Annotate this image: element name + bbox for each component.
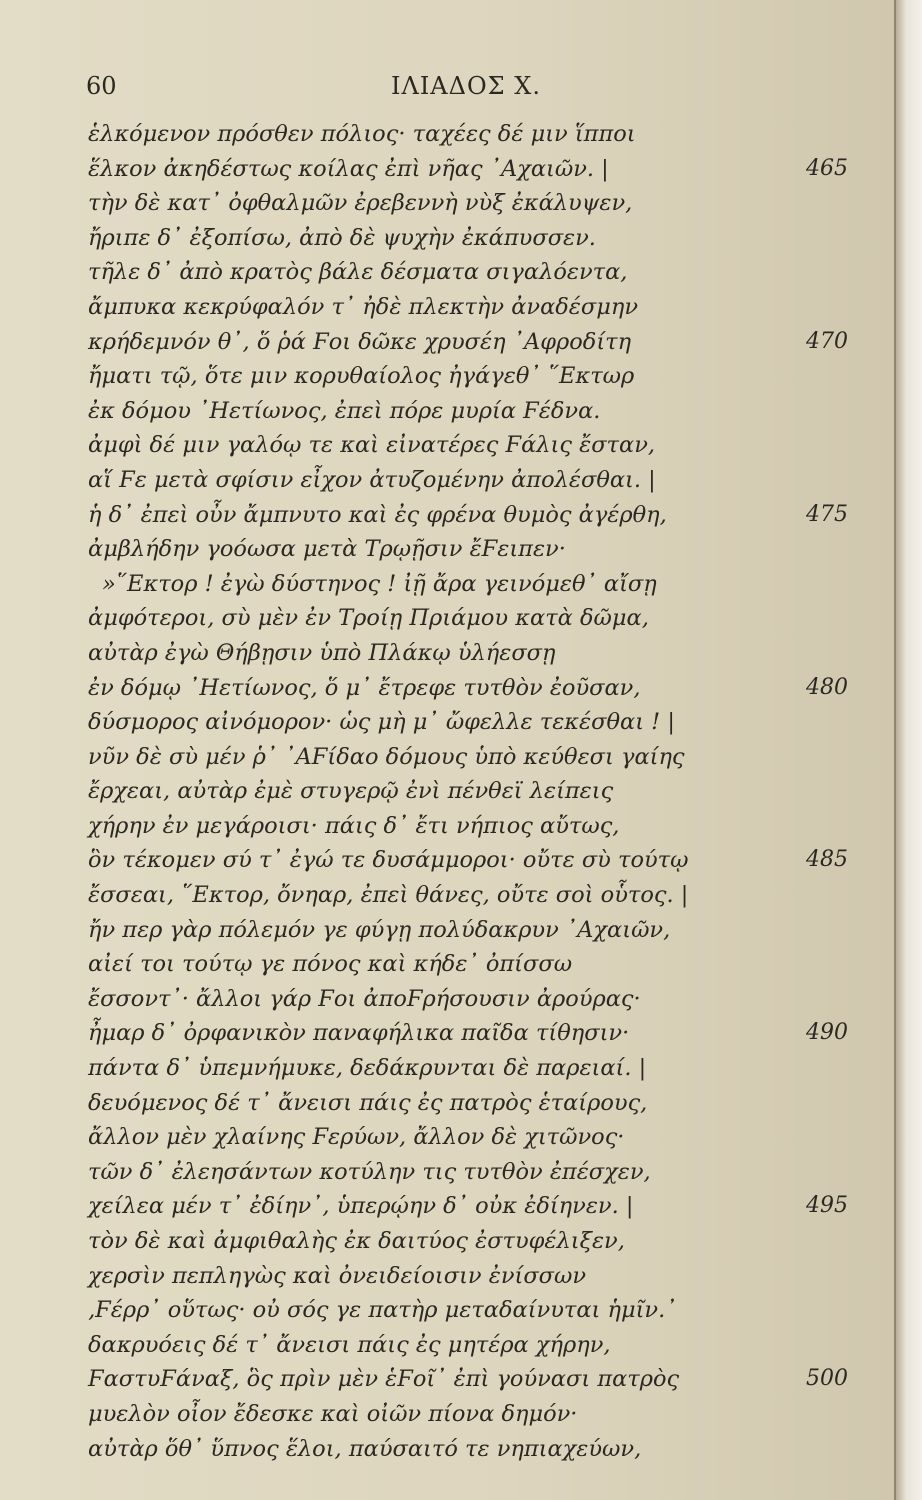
page-number: 60 (86, 72, 117, 100)
verse-text: ἑλκόμενον πρόσθεν πόλιος· ταχέες δέ μιν ἵπποι (88, 121, 636, 147)
verse-line (88, 982, 848, 1017)
verse-line (88, 1259, 848, 1294)
verse-text: ἀμφότεροι, σὺ μὲν ἐν Τροίῃ Πριάμου κατὰ δῶμα, (88, 605, 649, 632)
verse-text: δύσμορος αἰνόμορον· ὡς μὴ μ᾿ ὤφελλε τεκέσθαι ! | (88, 709, 675, 736)
verse-line (88, 186, 848, 221)
verse-line (88, 878, 848, 913)
verse-line (88, 774, 848, 809)
page-header (86, 72, 846, 108)
verse-line (88, 1051, 848, 1086)
verse-text: ‚Ϝέρρ᾿ οὕτως· οὐ σός γε πατὴρ μεταδαίνυται ἡμῖν.᾿ (88, 1297, 677, 1324)
verse-text: αὐτὰρ ὅθ᾿ ὕπνος ἕλοι, παύσαιτό τε νηπιαχεύων, (88, 1435, 642, 1462)
running-title: ΙΛΙΑΔΟΣ Χ. (391, 72, 541, 100)
verse-text: ἦμαρ δ᾿ ὀρφανικὸν παναφήλικα παῖδα τίθησιν· (88, 1020, 630, 1047)
verse-block (88, 117, 848, 1466)
verse-line (88, 498, 848, 533)
line-number: 465 (806, 155, 848, 181)
line-number: 470 (806, 328, 848, 354)
line-number: 480 (806, 674, 848, 700)
verse-text: κρήδεμνόν θ᾿, ὅ ῥά Ϝοι δῶκε χρυσέη ᾿Αφροδίτη (88, 328, 632, 355)
verse-text: δευόμενος δέ τ᾿ ἄνεισι πάις ἐς πατρὸς ἑταίρους, (88, 1089, 648, 1116)
line-number: 495 (806, 1193, 848, 1219)
line-number: 475 (806, 501, 848, 527)
verse-line (88, 1293, 848, 1328)
verse-line (88, 428, 848, 463)
verse-line (88, 1086, 848, 1121)
verse-text: χήρην ἐν μεγάροισι· πάις δ᾿ ἔτι νήπιος αὔτως, (88, 812, 620, 839)
verse-text: χείλεα μέν τ᾿ ἐδίην᾿, ὑπερῴην δ᾿ οὐκ ἐδίηνεν. | (88, 1193, 634, 1220)
verse-text: τὴν δὲ κατ᾿ ὀφθαλμῶν ἐρεβεννὴ νὺξ ἐκάλυψεν, (88, 190, 633, 217)
verse-text: ἔσσοντ᾿· ἄλλοι γάρ Ϝοι ἀποϜρήσουσιν ἀρούρας· (88, 985, 641, 1012)
verse-line (88, 705, 848, 740)
verse-text: ἄμπυκα κεκρύφαλόν τ᾿ ἠδὲ πλεκτὴν ἀναδέσμην (88, 293, 639, 320)
verse-line (88, 567, 848, 602)
verse-line (88, 1016, 848, 1051)
verse-text: τὸν δὲ καὶ ἀμφιθαλὴς ἐκ δαιτύος ἐστυφέλιξεν, (88, 1228, 625, 1254)
verse-line (88, 152, 848, 187)
verse-text: ἔσσεαι, ῞Εκτορ, ὄνηαρ, ἐπεὶ θάνες, οὔτε σοὶ οὗτος. | (88, 882, 689, 909)
verse-text: ἤν περ γὰρ πόλεμόν γε φύγῃ πολύδακρυν ᾿Αχαιῶν, (88, 916, 671, 943)
verse-text: ἔρχεαι, αὐτὰρ ἐμὲ στυγερῷ ἐνὶ πένθεϊ λείπεις (88, 778, 614, 805)
verse-line (88, 913, 848, 948)
verse-text: τῶν δ᾿ ἐλεησάντων κοτύλην τις τυτθὸν ἐπέσχεν, (88, 1158, 651, 1185)
verse-line (88, 636, 848, 671)
line-number: 500 (806, 1366, 848, 1392)
verse-line (88, 1155, 848, 1190)
verse-line (88, 394, 848, 429)
verse-line (88, 1432, 848, 1467)
verse-text: ἤριπε δ᾿ ἐξοπίσω, ἀπὸ δὲ ψυχὴν ἐκάπυσσεν. (88, 224, 596, 251)
verse-line (88, 255, 848, 290)
verse-text: δακρυόεις δέ τ᾿ ἄνεισι πάις ἐς μητέρα χήρην, (88, 1331, 611, 1358)
verse-text: ἐν δόμῳ ᾿Ηετίωνος, ὅ μ᾿ ἔτρεφε τυτθὸν ἐοῦσαν, (88, 674, 641, 701)
verse-line (88, 1397, 848, 1432)
verse-text: ἐκ δόμου ᾿Ηετίωνος, ἐπεὶ πόρε μυρία Ϝέδνα. (88, 397, 601, 424)
verse-text: νῦν δὲ σὺ μέν ῥ᾿ ᾿ΑϜίδαο δόμους ὑπὸ κεύθεσι γαίης (88, 743, 685, 770)
verse-text: ὃν τέκομεν σύ τ᾿ ἐγώ τε δυσάμμοροι· οὔτε σὺ τούτῳ (88, 847, 689, 874)
verse-line (88, 290, 848, 325)
verse-line (88, 1362, 848, 1397)
verse-line (88, 809, 848, 844)
verse-line (88, 671, 848, 706)
verse-line (88, 843, 848, 878)
verse-line (88, 601, 848, 636)
verse-text: πάντα δ᾿ ὑπεμνήμυκε, δεδάκρυνται δὲ παρειαί. | (88, 1055, 647, 1082)
line-number: 485 (806, 847, 848, 873)
verse-text: ϜαστυϜάναξ, ὃς πρὶν μὲν ἑϜοῖ᾿ ἐπὶ γούνασι πατρὸς (88, 1366, 680, 1393)
verse-line (88, 325, 848, 360)
verse-text: τῆλε δ᾿ ἀπὸ κρατὸς βάλε δέσματα σιγαλόεντα, (88, 259, 628, 286)
verse-text: αἰεί τοι τούτῳ γε πόνος καὶ κήδε᾿ ὀπίσσω (88, 951, 573, 978)
verse-line (88, 117, 848, 152)
verse-text: αὐτὰρ ἐγὼ Θήβῃσιν ὑπὸ Πλάκῳ ὑλήεσσῃ (88, 639, 556, 666)
verse-line (88, 947, 848, 982)
line-number: 490 (806, 1020, 848, 1046)
verse-text: ἀμφὶ δέ μιν γαλόῳ τε καὶ εἰνατέρες Ϝάλις ἔσταν, (88, 432, 656, 459)
verse-text: μυελὸν οἶον ἔδεσκε καὶ οἰῶν πίονα δημόν· (88, 1400, 578, 1427)
verse-text: αἵ Ϝε μετὰ σφίσιν εἶχον ἀτυζομένην ἀπολέσθαι. | (88, 466, 656, 493)
verse-text: ἤματι τῷ, ὅτε μιν κορυθαίολος ἠγάγεθ᾿ ῞Εκτωρ (88, 363, 635, 390)
verse-line (88, 221, 848, 256)
verse-text: ἄλλον μὲν χλαίνης Ϝερύων, ἄλλον δὲ χιτῶνος· (88, 1124, 625, 1151)
verse-line (88, 359, 848, 394)
verse-line (88, 532, 848, 567)
book-spine-edge (894, 0, 922, 1500)
verse-line (88, 1189, 848, 1224)
verse-text: χερσὶν πεπληγὼς καὶ ὀνειδείοισιν ἐνίσσων (88, 1262, 587, 1289)
verse-line (88, 463, 848, 498)
verse-line (88, 1120, 848, 1155)
verse-text: ἕλκον ἀκηδέστως κοίλας ἐπὶ νῆας ᾿Αχαιῶν. | (88, 155, 609, 182)
verse-text: ἀμβλήδην γοόωσα μετὰ Τρῳῇσιν ἔϜειπεν· (88, 536, 566, 563)
verse-text: ἡ δ᾿ ἐπεὶ οὖν ἄμπνυτο καὶ ἐς φρένα θυμὸς ἀγέρθη, (88, 501, 667, 528)
verse-line (88, 1224, 848, 1259)
verse-line (88, 1328, 848, 1363)
verse-text: »῞Εκτορ ! ἐγὼ δύστηνος ! ἰῇ ἄρα γεινόμεθ᾿ αἴσῃ (102, 570, 657, 597)
verse-line (88, 740, 848, 775)
